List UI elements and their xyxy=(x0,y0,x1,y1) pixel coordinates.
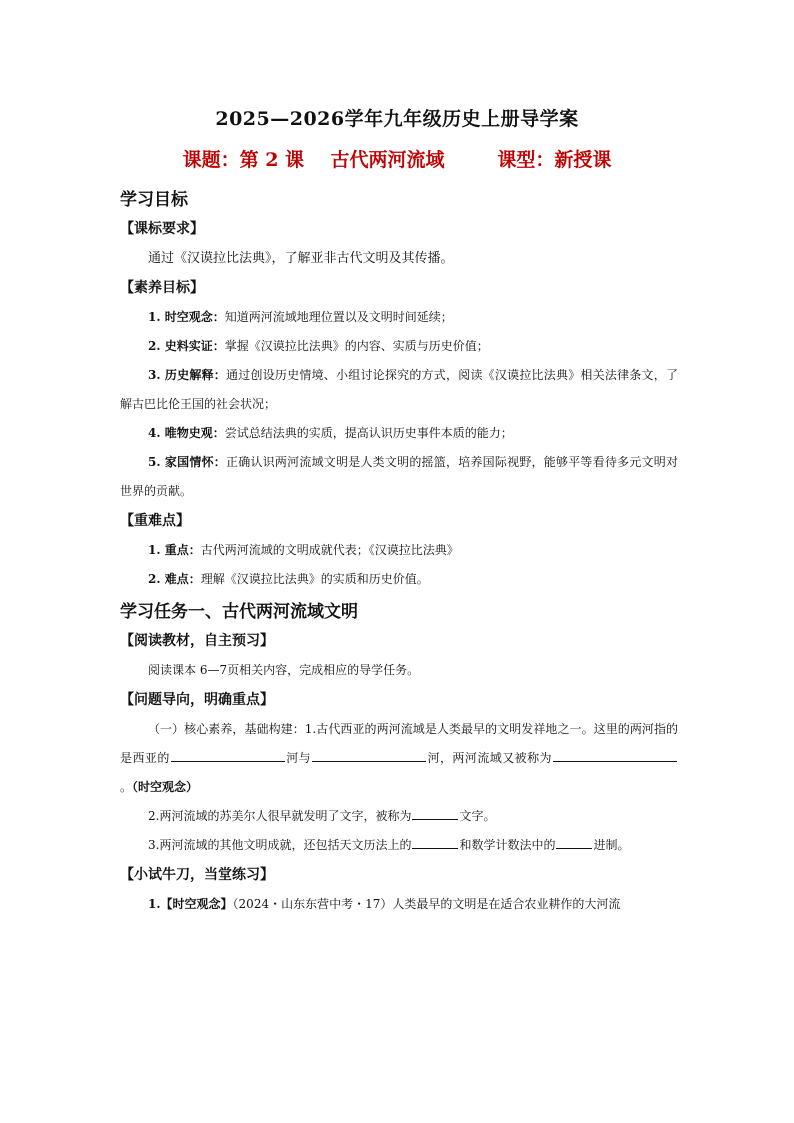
document-body xyxy=(120,186,678,919)
label-guide: 【问题导向，明确重点】 xyxy=(120,692,274,708)
literacy-item-4: 4. 唯物史观：尝试总结法典的实质，提高认识历史事件本质的能力； xyxy=(148,426,513,440)
section-heading-task1: 学习任务一、古代两河流域文明 xyxy=(120,602,358,622)
label-key-points: 【重难点】 xyxy=(120,513,190,529)
reading-text: 阅读课本 6—7页相关内容，完成相应的导学任务。 xyxy=(148,663,420,677)
guide-question-1: （一）核心素养，基础构建：1.古代西亚的两河流域是人类最早的文明发祥地之一。这里的两河指的是西亚的 河与 河，两河流域又被称为。（时空观念） xyxy=(120,722,679,794)
blank-river-1[interactable] xyxy=(171,745,285,762)
guide-question-3: 3.两河流域的其他文明成就，还包括天文历法上的 和数学计数法中的 进制。 xyxy=(120,831,678,860)
practice-question-1: 1.【时空观念】（2024・山东东营中考・17）人类最早的文明是在适合农业耕作的大河流 xyxy=(148,897,621,911)
curriculum-text: 通过《汉谟拉比法典》，了解亚非古代文明及其传播。 xyxy=(148,251,454,266)
blank-calendar[interactable] xyxy=(412,832,458,849)
blank-river-2[interactable] xyxy=(312,745,426,762)
label-literacy: 【素养目标】 xyxy=(120,280,204,296)
label-practice: 【小试牛刀，当堂练习】 xyxy=(120,867,274,883)
literacy-item-1: 1. 时空观念：知道两河流域地理位置以及文明时间延续； xyxy=(148,310,453,324)
literacy-item-2: 2. 史料实证：掌握《汉谟拉比法典》的内容、实质与历史价值； xyxy=(148,339,489,353)
literacy-item-3: 3. 历史解释：通过创设历史情境、小组讨论探究的方式，阅读《汉谟拉比法典》相关法律条文，了解古巴比伦王国的社会状况； xyxy=(120,368,678,411)
blank-base[interactable] xyxy=(556,832,592,849)
key-item-2: 2. 难点：理解《汉谟拉比法典》的实质和历史价值。 xyxy=(148,572,429,586)
key-item-1: 1. 重点：古代两河流域的文明成就代表；《汉谟拉比法典》 xyxy=(148,543,459,557)
literacy-item-5: 5. 家国情怀：正确认识两河流域文明是人类文明的摇篮，培养国际视野，能够平等看待多元文明对世界的贡献。 xyxy=(120,455,678,498)
label-reading: 【阅读教材，自主预习】 xyxy=(120,633,274,649)
guide-question-2: 2.两河流域的苏美尔人很早就发明了文字，被称为 文字。 xyxy=(120,802,678,831)
blank-region-name[interactable] xyxy=(553,745,677,762)
label-curriculum: 【课标要求】 xyxy=(120,221,204,237)
blank-script[interactable] xyxy=(412,803,458,820)
page-title: 2025—2026学年九年级历史上册导学案 xyxy=(215,108,579,130)
lesson-subtitle: 课题：第 2 课 古代两河流域 课型：新授课 xyxy=(182,149,612,171)
section-heading-objectives: 学习目标 xyxy=(120,190,188,210)
